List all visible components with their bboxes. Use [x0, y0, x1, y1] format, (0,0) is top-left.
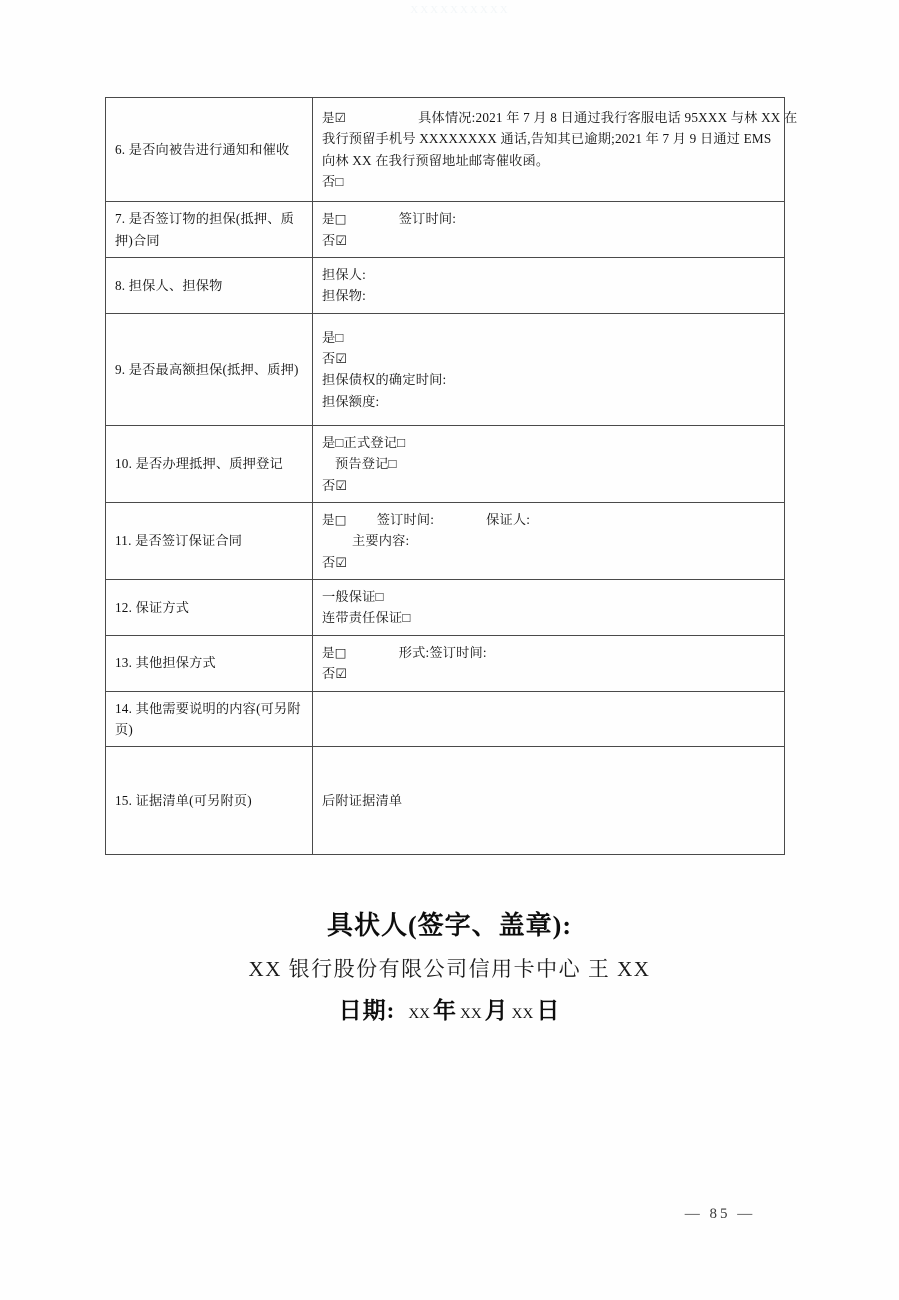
row6-line1 [322, 107, 798, 128]
row12-general-checkbox[interactable]: 一般保证□ [322, 589, 384, 604]
row-value-11 [313, 502, 785, 579]
table-row [106, 635, 785, 691]
row-label-9: 9. 是否最高额担保(抵押、质押) [106, 313, 313, 425]
date-year-unit: 年 [433, 998, 457, 1023]
row11-guarantor-label: 保证人: [486, 511, 531, 527]
table-row [106, 691, 785, 747]
row11-sign-time-label: 签订时间: [376, 511, 435, 527]
signature-block [0, 905, 899, 1025]
row6-no-checkbox[interactable]: 否□ [322, 173, 344, 189]
row-label-8: 8. 担保人、担保物 [106, 258, 313, 314]
table-row [106, 502, 785, 579]
row6-detail-line1: 2021 年 7 月 8 日通过我行客服电话 95XXX 与林 XX 在 [475, 109, 798, 125]
row-label-7: 7. 是否签订物的担保(抵押、质押)合同 [106, 202, 313, 258]
signature-date-label: 日期: [338, 998, 396, 1023]
row-value-10 [313, 425, 785, 502]
row-value-9 [313, 313, 785, 425]
row6-line3: 向林 XX 在我行预留地址邮寄催收函。 [322, 152, 550, 168]
row13-line1 [322, 642, 776, 663]
row8-collateral-label: 担保物: [322, 288, 367, 304]
row11-no-checkbox[interactable]: 否☑ [322, 554, 348, 570]
row-value-15[interactable] [313, 747, 785, 855]
row-label-12: 12. 保证方式 [106, 580, 313, 636]
signature-organization: XX 银行股份有限公司信用卡中心 王 XX [248, 957, 651, 981]
date-month-unit: 月 [484, 998, 509, 1023]
date-day-unit: 日 [536, 998, 561, 1023]
row11-line2 [322, 530, 776, 551]
row-label-10: 10. 是否办理抵押、质押登记 [106, 425, 313, 502]
row10-yes-formal-checkbox[interactable]: 是□正式登记□ [322, 434, 406, 450]
row7-sign-time-label: 签订时间: [398, 211, 457, 227]
row13-yes-checkbox[interactable]: 是□ [322, 644, 347, 660]
row-label-6: 6. 是否向被告进行通知和催收 [106, 98, 313, 202]
table-row [106, 202, 785, 258]
row6-yes-checkbox[interactable]: 是☑ [322, 109, 347, 125]
date-day-value: XX [511, 1006, 534, 1022]
table-row [106, 98, 785, 202]
row-value-7 [313, 202, 785, 258]
row9-no-checkbox[interactable]: 否☑ [322, 350, 348, 366]
row-value-6 [313, 98, 798, 202]
table-row [106, 580, 785, 636]
row10-no-checkbox[interactable]: 否☑ [322, 477, 348, 493]
signature-date [0, 992, 899, 1025]
row8-guarantor-label: 担保人: [322, 267, 367, 282]
row11-main-content-label: 主要内容: [352, 533, 410, 549]
row-label-11: 11. 是否签订保证合同 [106, 502, 313, 579]
row11-line1 [322, 509, 776, 530]
table-row [106, 747, 785, 855]
row13-form-time-label: 形式:签订时间: [398, 644, 487, 660]
row10-advance-checkbox[interactable]: 预告登记□ [335, 456, 397, 472]
row12-joint-checkbox[interactable]: 连带责任保证□ [322, 610, 411, 626]
table-row [106, 313, 785, 425]
row-label-14: 14. 其他需要说明的内容(可另附页) [106, 691, 313, 747]
row7-no-checkbox[interactable]: 否☑ [322, 232, 348, 248]
row7-yes-checkbox[interactable]: 是□ [322, 211, 347, 227]
table-row [106, 425, 785, 502]
table-row [106, 258, 785, 314]
row7-line1 [322, 208, 776, 229]
row-label-15: 15. 证据清单(可另附页) [106, 747, 313, 855]
row9-yes-checkbox[interactable]: 是□ [322, 329, 344, 345]
date-year-value: XX [408, 1006, 430, 1022]
page-number: — 85 — [684, 1206, 756, 1222]
row6-detail-label: 具体情况: [418, 109, 476, 125]
row-value-14[interactable] [313, 691, 785, 747]
scan-watermark: XXXXXXXXXX [410, 4, 510, 16]
row-value-13 [313, 635, 785, 691]
date-month-value: XX [460, 1006, 482, 1022]
signature-title: 具状人(签字、盖章): [327, 911, 572, 940]
row15-evidence-note: 后附证据清单 [322, 793, 403, 809]
row-value-8 [313, 258, 785, 314]
case-information-table [105, 97, 798, 855]
row-label-13: 13. 其他担保方式 [106, 635, 313, 691]
row9-quota-label: 担保额度: [322, 393, 380, 409]
row11-yes-checkbox[interactable]: 是□ [322, 511, 347, 527]
row-value-12 [313, 580, 785, 636]
row9-fix-time-label: 担保债权的确定时间: [322, 372, 447, 388]
row6-line2: 我行预留手机号 XXXXXXXX 通话,告知其已逾期;2021 年 7 月 9 日通过 EMS [322, 131, 772, 147]
row13-no-checkbox[interactable]: 否☑ [322, 666, 348, 682]
